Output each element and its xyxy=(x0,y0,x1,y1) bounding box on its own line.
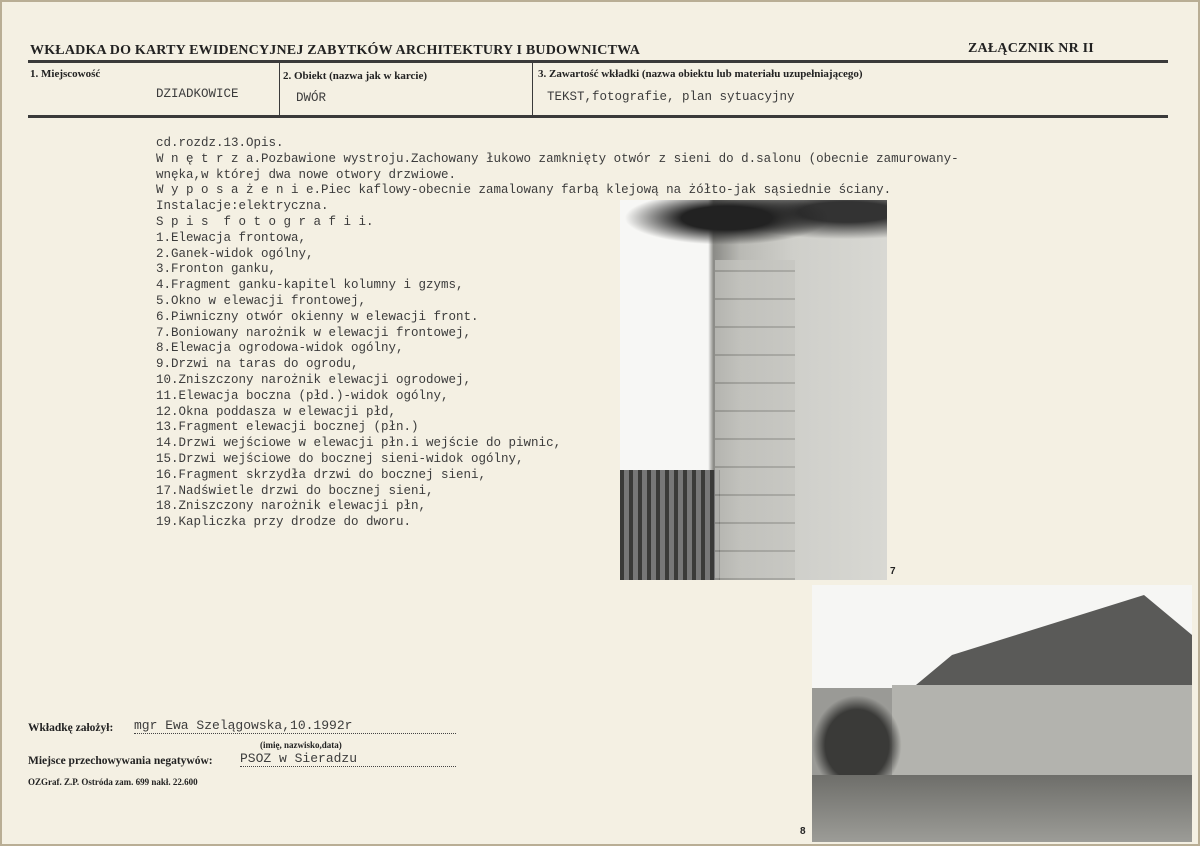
divider xyxy=(279,63,280,115)
divider xyxy=(28,115,1168,118)
form-title: WKŁADKA DO KARTY EWIDENCYJNEJ ZABYTKÓW ARCHITEKTURY I BUDOWNICTWA xyxy=(30,43,641,58)
text-line: 17.Nadświetle drzwi do bocznej sieni, xyxy=(156,483,434,498)
text-line: 1.Elewacja frontowa, xyxy=(156,230,307,245)
photo-number: 8 xyxy=(800,826,806,837)
text-line: 3.Fronton ganku, xyxy=(156,262,277,277)
author-hint: (imię, nazwisko,data) xyxy=(260,740,342,750)
text-line: 14.Drzwi wejściowe w elewacji płn.i wejście do piwnic, xyxy=(156,436,562,451)
text-line: Instalacje:elektryczna. xyxy=(156,199,329,214)
text-line: 8.Elewacja ogrodowa-widok ogólny, xyxy=(156,341,404,356)
field-label-locality: 1. Miejscowość xyxy=(30,68,101,80)
field-value-contents: TEKST,fotografie, plan sytuacyjny xyxy=(547,90,795,104)
text-line: 19.Kapliczka przy drodze do dworu. xyxy=(156,515,412,530)
text-line: 9.Drzwi na taras do ogrodu, xyxy=(156,357,359,372)
text-line: 15.Drzwi wejściowe do bocznej sieni-widok ogólny, xyxy=(156,451,524,466)
text-line: W n ę t r z a.Pozbawione wystroju.Zachowany łukowo zamknięty otwór z sieni do d.salonu (obecnie zamurowany- xyxy=(156,151,959,166)
field-value-object: DWÓR xyxy=(296,91,327,105)
divider xyxy=(532,63,533,115)
text-line: 16.Fragment skrzydła drzwi do bocznej sieni, xyxy=(156,467,487,482)
author-value: mgr Ewa Szelągowska,10.1992r xyxy=(134,718,456,734)
text-line: wnęka,w której dwa nowe otwory drzwiowe. xyxy=(156,167,457,182)
storage-value: PSOZ w Sieradzu xyxy=(240,751,456,767)
photo-manor-house xyxy=(812,585,1192,842)
text-line: 4.Fragment ganku-kapitel kolumny i gzyms, xyxy=(156,278,464,293)
field-label-object: 2. Obiekt (nazwa jak w karcie) xyxy=(283,70,428,82)
text-line: 7.Boniowany narożnik w elewacji frontowej, xyxy=(156,325,472,340)
annex-number: ZAŁĄCZNIK NR II xyxy=(968,41,1094,56)
divider xyxy=(28,60,1168,63)
storage-label: Miejsce przechowywania negatywów: xyxy=(28,755,213,767)
text-line: 5.Okno w elewacji frontowej, xyxy=(156,293,367,308)
field-value-locality: DZIADKOWICE xyxy=(156,87,239,101)
text-line: 6.Piwniczny otwór okienny w elewacji front. xyxy=(156,309,479,324)
print-info: OZGraf. Z.P. Ostróda zam. 699 nakł. 22.600 xyxy=(28,777,198,787)
photo-number: 7 xyxy=(890,566,896,577)
text-line: 10.Zniszczony narożnik elewacji ogrodowej, xyxy=(156,372,472,387)
text-line: 11.Elewacja boczna (płd.)-widok ogólny, xyxy=(156,388,449,403)
text-line: 13.Fragment elewacji bocznej (płn.) xyxy=(156,420,419,435)
field-label-contents: 3. Zawartość wkładki (nazwa obiektu lub materiału uzupełniającego) xyxy=(538,68,863,80)
photo-brick-corner xyxy=(620,200,887,580)
text-line: 2.Ganek-widok ogólny, xyxy=(156,246,314,261)
text-line: W y p o s a ż e n i e.Piec kaflowy-obecnie zamalowany farbą klejową na żółto-jak sąsiednie ściany. xyxy=(156,183,892,198)
text-line: S p i s f o t o g r a f i i. xyxy=(156,214,374,229)
text-line: 18.Zniszczony narożnik elewacji płn, xyxy=(156,499,427,514)
text-line: 12.Okna poddasza w elewacji płd, xyxy=(156,404,397,419)
text-line: cd.rozdz.13.Opis. xyxy=(156,136,284,150)
author-label: Wkładkę założył: xyxy=(28,722,114,734)
